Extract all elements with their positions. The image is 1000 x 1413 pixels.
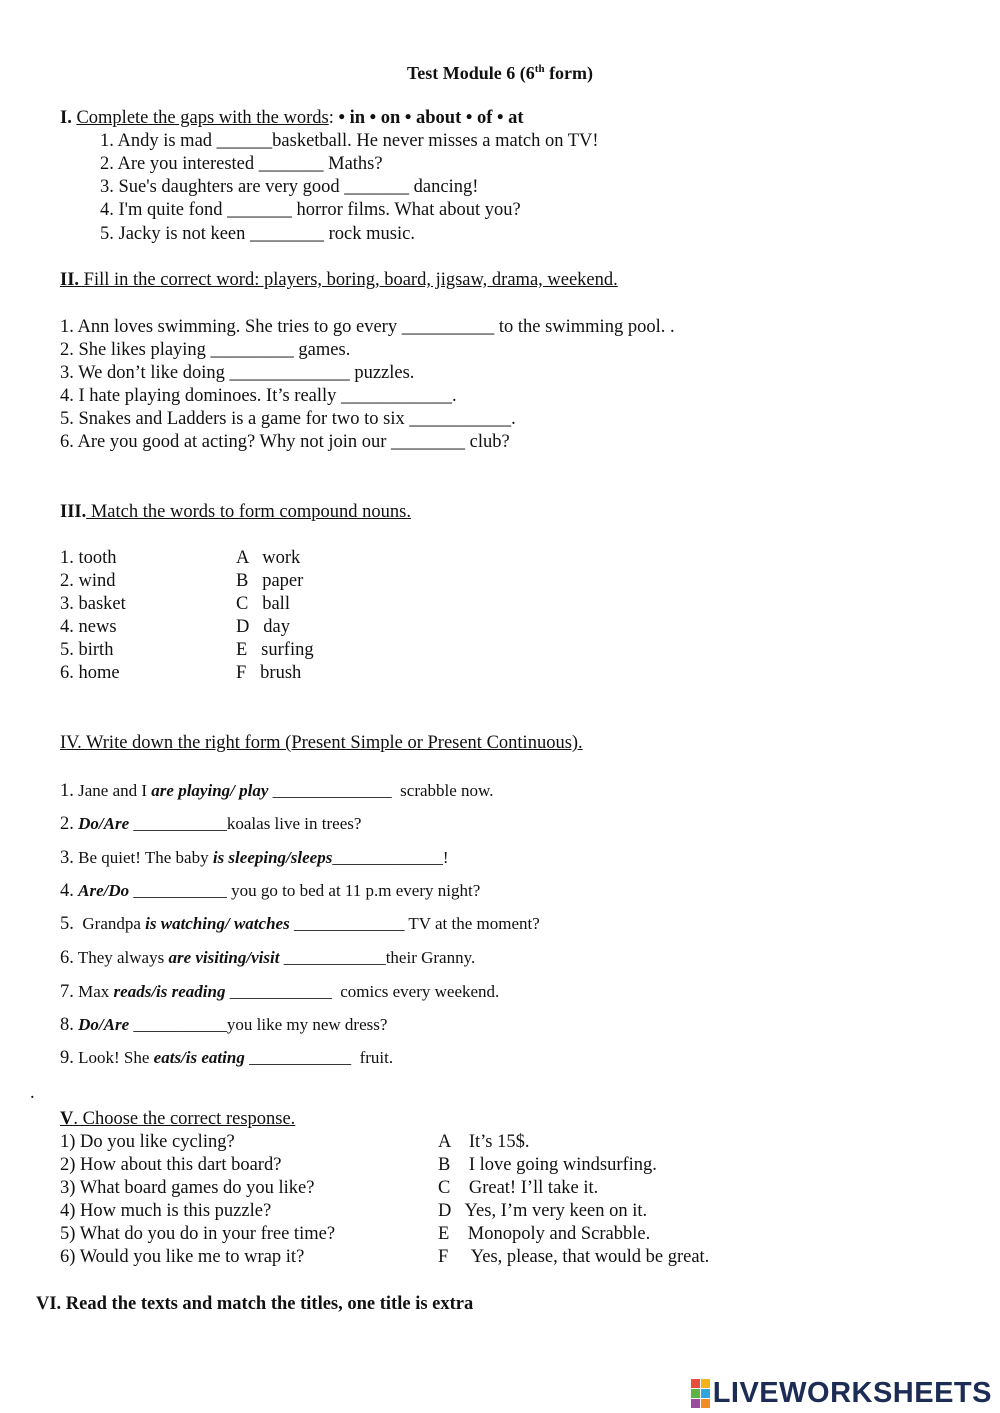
response-item: C Great! I’ll take it. xyxy=(438,1178,599,1198)
response-item: E Monopoly and Scrabble. xyxy=(438,1224,651,1244)
match-left-item: 6. home xyxy=(60,663,120,683)
logo-square xyxy=(701,1399,710,1408)
question-item: 5) What do you do in your free time? xyxy=(60,1224,336,1244)
section-6-heading: VI. Read the texts and match the titles, one title is extra xyxy=(36,1294,474,1314)
match-left-item: 1. tooth xyxy=(60,548,117,568)
section-2-item: 2. She likes playing _________ games. xyxy=(60,340,351,360)
logo-square xyxy=(701,1389,710,1398)
page-title: Test Module 6 (6th form) xyxy=(406,63,594,83)
match-right-item: D day xyxy=(236,617,290,637)
section-4-item: 1. Jane and I are playing/ play ______________ scrabble now. xyxy=(60,781,494,801)
section-2-item: 5. Snakes and Ladders is a game for two to six ___________. xyxy=(60,409,516,429)
section-1-item: 4. I'm quite fond _______ horror films. What about you? xyxy=(100,200,521,220)
section-1-item: 5. Jacky is not keen ________ rock music. xyxy=(100,224,415,244)
match-right-item: C ball xyxy=(236,594,290,614)
match-left-item: 4. news xyxy=(60,617,117,637)
match-right-item: E surfing xyxy=(236,640,314,660)
section-4-item: 2. Do/Are ___________koalas live in trees? xyxy=(60,814,362,834)
section-1-item: 1. Andy is mad ______basketball. He never misses a match on TV! xyxy=(100,131,599,151)
section-5-heading: V. Choose the correct response. xyxy=(60,1109,296,1129)
response-item: D Yes, I’m very keen on it. xyxy=(438,1201,648,1221)
section-2-item: 3. We don’t like doing _____________ puzzles. xyxy=(60,363,415,383)
section-4-item: 4. Are/Do ___________ you go to bed at 11 p.m every night? xyxy=(60,881,481,901)
response-item: A It’s 15$. xyxy=(438,1132,530,1152)
question-item: 2) How about this dart board? xyxy=(60,1155,282,1175)
match-left-item: 5. birth xyxy=(60,640,114,660)
section-4-item: 8. Do/Are ___________you like my new dress? xyxy=(60,1015,388,1035)
section-1-item: 2. Are you interested _______ Maths? xyxy=(100,154,383,174)
response-item: F Yes, please, that would be great. xyxy=(438,1247,710,1267)
section-2-item: 4. I hate playing dominoes. It’s really ____________. xyxy=(60,386,457,406)
question-item: 1) Do you like cycling? xyxy=(60,1132,235,1152)
section-1-heading: I. Complete the gaps with the words: • in • on • about • of • at xyxy=(60,108,524,128)
section-4-item: 5. Grandpa is watching/ watches _____________ TV at the moment? xyxy=(60,914,540,934)
section-1-item: 3. Sue's daughters are very good _______ dancing! xyxy=(100,177,479,197)
question-item: 4) How much is this puzzle? xyxy=(60,1201,272,1221)
match-right-item: A work xyxy=(236,548,301,568)
logo-square xyxy=(691,1399,700,1408)
section-4-item: 7. Max reads/is reading ____________ comics every weekend. xyxy=(60,982,500,1002)
section-4-item: 3. Be quiet! The baby is sleeping/sleeps_____________! xyxy=(60,848,449,868)
stray-dot: . xyxy=(30,1083,35,1103)
logo-square xyxy=(691,1379,700,1388)
section-2-item: 6. Are you good at acting? Why not join our ________ club? xyxy=(60,432,510,452)
section-3-heading: III. Match the words to form compound nouns. xyxy=(60,502,411,522)
match-right-item: B paper xyxy=(236,571,304,591)
match-left-item: 3. basket xyxy=(60,594,126,614)
live-mark-icon xyxy=(691,1379,710,1408)
response-item: B I love going windsurfing. xyxy=(438,1155,657,1175)
logo-text: LIVEWORKSHEETS xyxy=(712,1376,992,1409)
question-item: 6) Would you like me to wrap it? xyxy=(60,1247,305,1267)
section-4-heading: IV. Write down the right form (Present Simple or Present Continuous). xyxy=(60,733,583,753)
section-4-item: 6. They always are visiting/visit ____________their Granny. xyxy=(60,948,476,968)
logo-square xyxy=(701,1379,710,1388)
section-2-heading: II. Fill in the correct word: players, boring, board, jigsaw, drama, weekend. xyxy=(60,270,618,290)
section-2-item: 1. Ann loves swimming. She tries to go every __________ to the swimming pool. . xyxy=(60,317,675,337)
question-item: 3) What board games do you like? xyxy=(60,1178,315,1198)
match-left-item: 2. wind xyxy=(60,571,116,591)
match-right-item: F brush xyxy=(236,663,302,683)
liveworksheets-logo xyxy=(691,1378,992,1408)
section-4-item: 9. Look! She eats/is eating ____________ fruit. xyxy=(60,1048,394,1068)
logo-square xyxy=(691,1389,700,1398)
